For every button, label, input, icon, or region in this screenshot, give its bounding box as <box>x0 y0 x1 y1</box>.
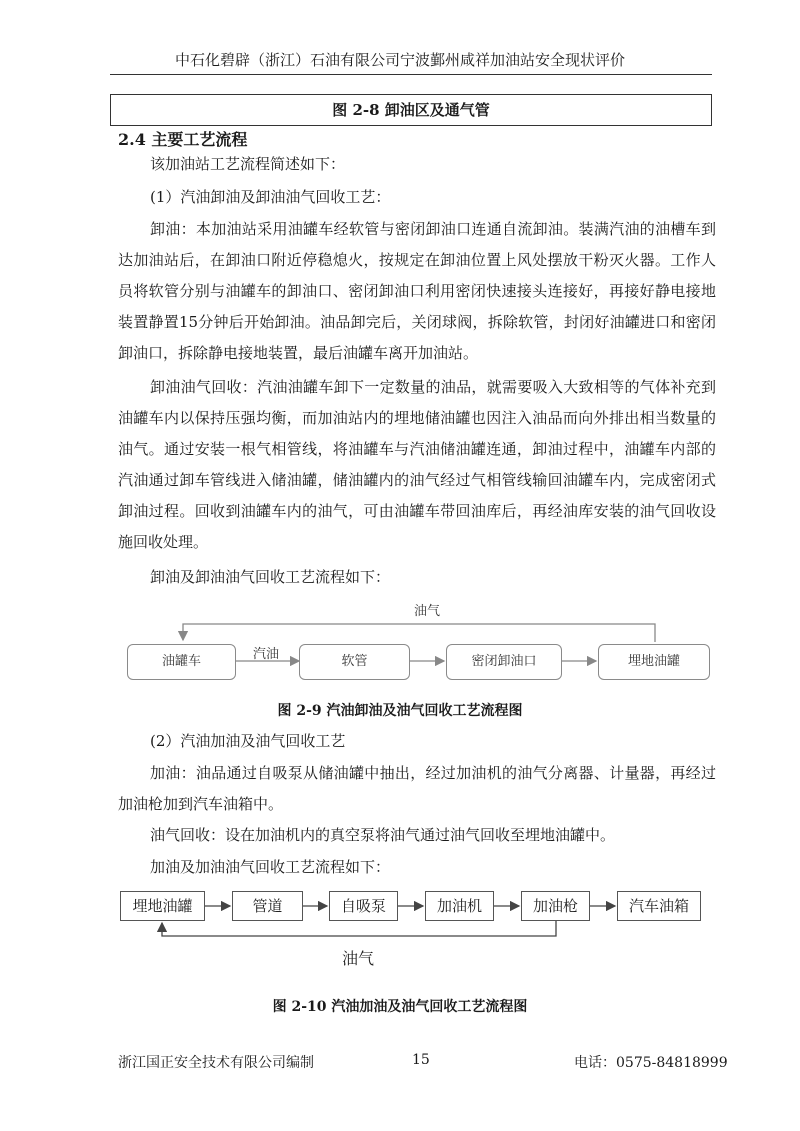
figure-2-9-caption: 图 2-9 汽油卸油及油气回收工艺流程图 <box>277 703 523 719</box>
vapor-return-label: 油气 <box>414 604 441 619</box>
flow2-node-pipeline: 管道 <box>232 891 303 921</box>
flow2-node-dispenser: 加油机 <box>425 891 494 921</box>
figure-2-8-caption: 图 2-8 卸油区及通气管 <box>110 94 712 126</box>
flow-intro-2: 加油及加油油气回收工艺流程如下： <box>150 858 391 876</box>
flow2-node-car-tank: 汽车油箱 <box>617 891 701 921</box>
unloading-paragraph: 卸油：本加油站采用油罐车经软管与密闭卸油口连通自流卸油。装满汽油的油槽车到达加油站后，在卸油口附近停稳熄火，按规定在卸油位置上风处摆放干粉灭火器。工作人员将软管分别与油罐车的卸油口、密闭卸油口利用密闭快速接头连接好，再接好静电接地装置静置15分钟后开始卸油。油品卸完后，关闭球阀，拆除软管，封闭好油罐进口和密闭卸油口，拆除静电接地装置，最后油罐车离开加油站。 <box>118 220 716 362</box>
vapor-recovery-paragraph: 卸油油气回收：汽油油罐车卸下一定数量的油品，就需要吸入大致相等的气体补充到油罐车内以保持压强均衡，而加油站内的埋地储油罐也因注入油品而向外排出相当数量的油气。通过安装一根气相管线，将油罐车与汽油储油罐连通，卸油过程中，油罐车内部的汽油通过卸车管线进入储油罐，储油罐内的油气经过气相管线输回油罐车内，完成密闭式卸油过程。回收到油罐车内的油气，可由油罐车带回油库后，再经油库安装的油气回收设施回收处理。 <box>118 378 716 551</box>
unloading-flow-diagram <box>0 598 800 690</box>
flow2-vapor-label: 油气 <box>342 949 375 968</box>
footer-company: 浙江国正安全技术有限公司编制 <box>118 1055 314 1071</box>
footer-phone: 电话：0575-84818999 <box>574 1055 728 1071</box>
flow-intro-1: 卸油及卸油油气回收工艺流程如下： <box>150 568 391 586</box>
flow-node-hose: 软管 <box>299 644 410 680</box>
header-divider <box>110 74 712 75</box>
page-header-title: 中石化碧辟（浙江）石油有限公司宁波鄞州咸祥加油站安全现状评价 <box>174 51 625 69</box>
flow2-node-nozzle: 加油枪 <box>521 891 590 921</box>
flow-node-underground-tank: 埋地油罐 <box>598 644 710 680</box>
intro-paragraph: 该加油站工艺流程简述如下： <box>150 155 346 173</box>
footer-page-number: 15 <box>412 1052 430 1068</box>
section-heading: 2.4 主要工艺流程 <box>118 130 248 149</box>
flow2-node-pump: 自吸泵 <box>329 891 398 921</box>
refueling-flow-diagram <box>0 884 800 974</box>
flow-node-sealed-outlet: 密闭卸油口 <box>446 644 562 680</box>
subsection-1-title: (1）汽油卸油及卸油油气回收工艺： <box>150 188 391 206</box>
gasoline-arrow-label: 汽油 <box>253 647 280 662</box>
figure-2-10-caption: 图 2-10 汽油加油及油气回收工艺流程图 <box>272 999 528 1015</box>
flow-node-tanker: 油罐车 <box>127 644 236 680</box>
flow2-node-underground-tank: 埋地油罐 <box>120 891 205 921</box>
vapor-recovery-2-paragraph: 油气回收：设在加油机内的真空泵将油气通过油气回收至埋地油罐中。 <box>150 826 616 844</box>
subsection-2-title: (2）汽油加油及油气回收工艺 <box>150 732 346 750</box>
refueling-paragraph: 加油：油品通过自吸泵从储油罐中抽出，经过加油机的油气分离器、计量器，再经过加油枪加到汽车油箱中。 <box>118 764 716 813</box>
